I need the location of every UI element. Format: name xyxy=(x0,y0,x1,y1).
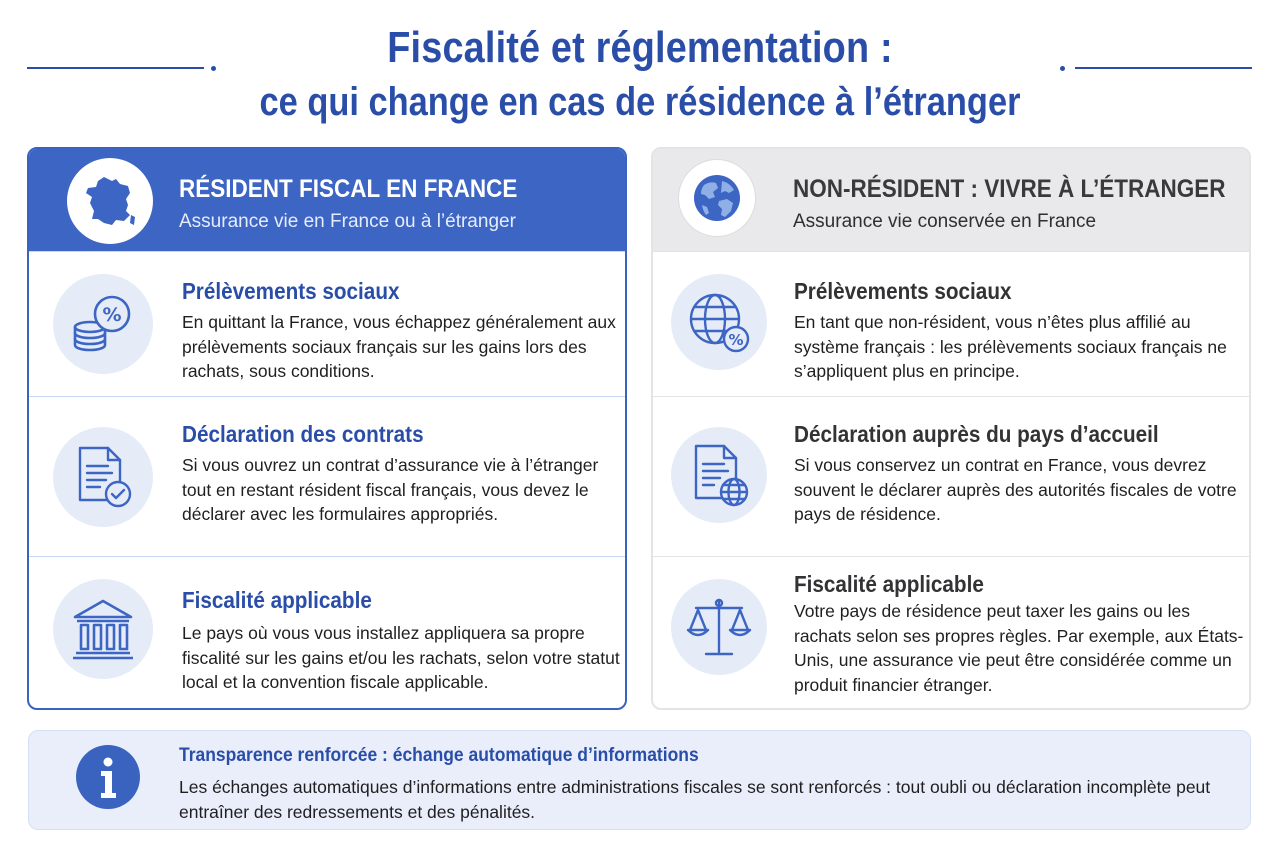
resident-row-social-text: En quittant la France, vous échappez généralement aux prélèvements sociaux français sur les gains lors des rachats, sous conditions. xyxy=(182,312,616,381)
info-icon xyxy=(76,745,140,809)
non-resident-row-taxation-text: Votre pays de résidence peut taxer les gains ou les rachats selon ses propres règles. Par exemple, aux États-Unis, une assurance vie peut être considérée comme un produit financier étranger. xyxy=(794,601,1244,695)
svg-text:%: % xyxy=(728,331,744,349)
scales-icon xyxy=(671,579,767,675)
non-resident-panel-subtitle: Assurance vie conservée en France xyxy=(793,211,1097,232)
info-banner xyxy=(28,730,1251,830)
globe-icon xyxy=(679,160,755,236)
globe-percent-icon xyxy=(671,274,767,370)
resident-row-declaration-title: Déclaration des contrats xyxy=(182,421,424,447)
coins-percent-icon xyxy=(53,274,153,374)
page-title xyxy=(0,20,1280,128)
resident-row-declaration xyxy=(29,396,625,556)
svg-text:%: % xyxy=(102,304,122,326)
non-resident-row-declaration-text: Si vous conservez un contrat en France, vous devrez souvent le déclarer auprès des autorités fiscales de votre pays de résidence. xyxy=(794,455,1237,524)
resident-panel xyxy=(27,147,627,710)
non-resident-row-declaration xyxy=(653,396,1249,556)
france-map-icon xyxy=(67,158,153,244)
resident-panel-title: RÉSIDENT FISCAL EN FRANCE xyxy=(179,175,518,203)
non-resident-row-social xyxy=(653,251,1249,396)
bank-building-icon xyxy=(53,579,153,679)
info-text: Les échanges automatiques d’informations entre administrations fiscales se sont renforcés : tout oubli ou déclaration incomplète peut entraîner des redressements et des pénalités. xyxy=(179,777,1211,822)
title-line-2: ce qui change en cas de résidence à l’étranger xyxy=(259,80,1021,124)
resident-row-taxation xyxy=(29,556,625,710)
resident-row-social xyxy=(29,251,625,396)
non-resident-panel-title: NON-RÉSIDENT : VIVRE À L’ÉTRANGER xyxy=(793,175,1226,203)
non-resident-row-social-title: Prélèvements sociaux xyxy=(794,278,1012,304)
resident-panel-header xyxy=(29,149,625,251)
resident-row-social-title: Prélèvements sociaux xyxy=(182,278,400,304)
non-resident-row-declaration-title: Déclaration auprès du pays d’accueil xyxy=(794,421,1159,447)
title-line-1: Fiscalité et réglementation : xyxy=(387,23,893,72)
resident-row-declaration-text: Si vous ouvrez un contrat d’assurance vie à l’étranger tout en restant résident fiscal français, vous devez le déclarer avec les formulaires appropriés. xyxy=(182,455,599,524)
non-resident-row-social-text: En tant que non-résident, vous n’êtes plus affilié au système français : les prélèvements sociaux français ne s’appliquent plus en principe. xyxy=(794,312,1227,381)
resident-panel-subtitle: Assurance vie en France ou à l’étranger xyxy=(179,211,516,232)
document-globe-icon xyxy=(671,427,767,523)
info-title: Transparence renforcée : échange automatique d’informations xyxy=(179,745,699,766)
non-resident-panel-header xyxy=(653,149,1249,251)
non-resident-panel xyxy=(651,147,1251,710)
resident-row-taxation-text: Le pays où vous vous installez appliquera sa propre fiscalité sur les gains et/ou les rachats, selon votre statut local et la convention fiscale applicable. xyxy=(182,623,620,692)
non-resident-row-taxation-title: Fiscalité applicable xyxy=(794,571,984,597)
non-resident-row-taxation xyxy=(653,556,1249,710)
resident-row-taxation-title: Fiscalité applicable xyxy=(182,587,372,613)
document-check-icon xyxy=(53,427,153,527)
